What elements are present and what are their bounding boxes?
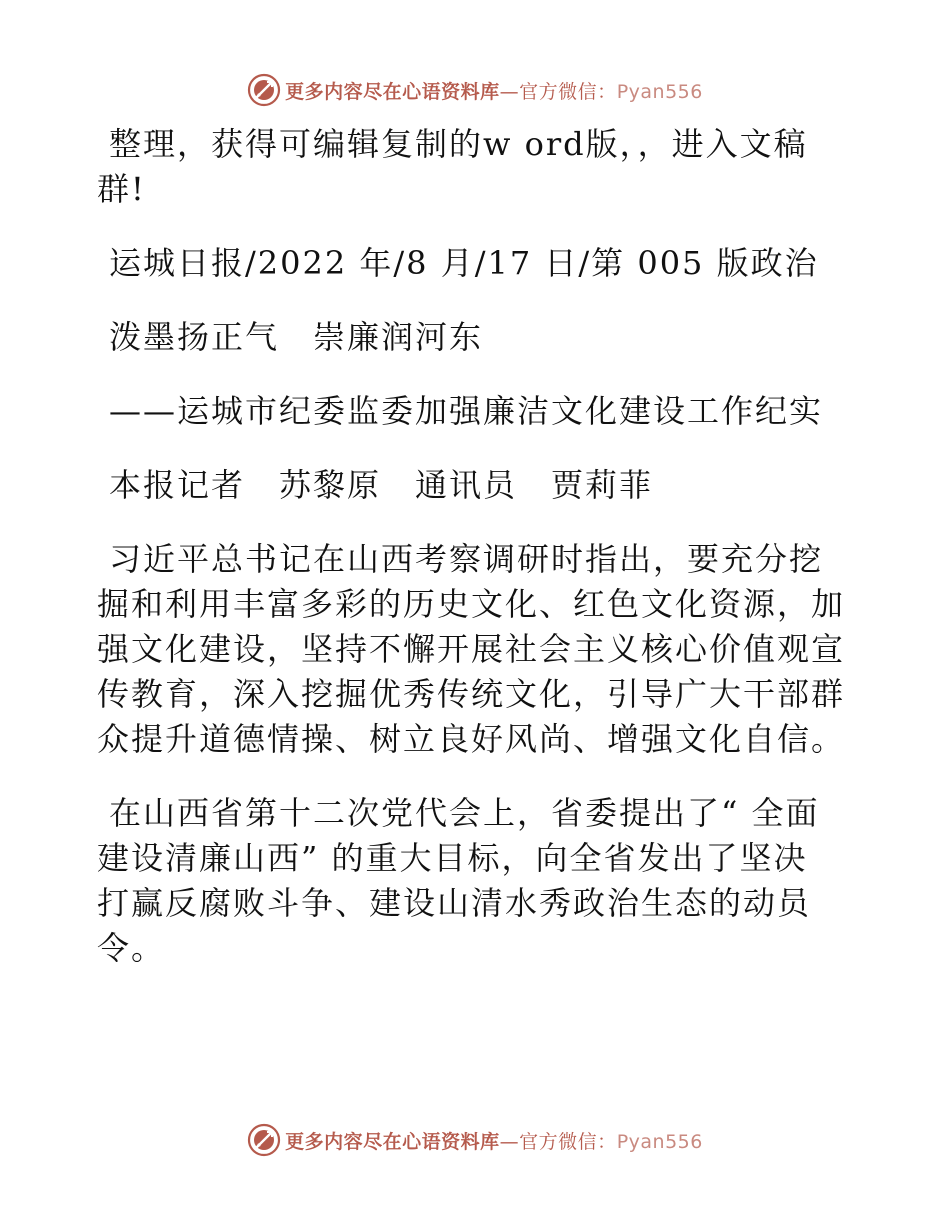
text-line: 群! bbox=[97, 170, 146, 208]
quill-logo-icon bbox=[247, 1123, 281, 1157]
watermark-wechat-label: 官方微信： bbox=[519, 80, 617, 103]
quill-logo-icon bbox=[247, 73, 281, 107]
watermark-separator: — bbox=[499, 80, 520, 103]
watermark-wechat-label: 官方微信： bbox=[519, 1130, 617, 1153]
watermark-text bbox=[285, 77, 703, 104]
text-line: 建设清廉山西” 的重大目标，向全省发出了坚决 bbox=[97, 839, 808, 877]
paragraph-1 bbox=[97, 537, 857, 762]
watermark-main-text: 更多内容尽在心语资料库 bbox=[285, 1130, 500, 1153]
document-body bbox=[97, 122, 857, 1000]
paragraph-2 bbox=[97, 791, 857, 971]
footer-watermark bbox=[0, 1118, 950, 1162]
intro-paragraph bbox=[97, 122, 857, 212]
text-line: 掘和利用丰富多彩的历史文化、红色文化资源，加 bbox=[97, 585, 846, 623]
text-line: 传教育，深入挖掘优秀传统文化，引导广大干部群 bbox=[97, 675, 846, 713]
text-line: 打赢反腐败斗争、建设山清水秀政治生态的动员 bbox=[97, 884, 812, 922]
text-line: 习近平总书记在山西考察调研时指出，要充分挖 bbox=[109, 540, 824, 578]
text-line: 在山西省第十二次党代会上，省委提出了“ 全面 bbox=[109, 794, 820, 832]
watermark-wechat-id: Pyan556 bbox=[616, 80, 703, 103]
text-line: 整理，获得可编辑复制的w ord版，，进入文稿 bbox=[109, 125, 808, 163]
subheadline: ——运城市纪委监委加强廉洁文化建设工作纪实 bbox=[109, 392, 824, 430]
header-watermark bbox=[0, 68, 950, 112]
text-line: 强文化建设，坚持不懈开展社会主义核心价值观宣 bbox=[97, 630, 846, 668]
headline: 泼墨扬正气 崇廉润河东 bbox=[109, 318, 484, 356]
watermark-separator: — bbox=[499, 1130, 520, 1153]
byline: 本报记者 苏黎原 通讯员 贾莉菲 bbox=[109, 466, 654, 504]
text-line: 众提升道德情操、树立良好风尚、增强文化自信。 bbox=[97, 720, 846, 758]
watermark-wechat-id: Pyan556 bbox=[616, 1130, 703, 1153]
watermark-text bbox=[285, 1127, 703, 1154]
text-line: 令。 bbox=[97, 929, 166, 967]
source-line: 运城日报/2022 年/8 月/17 日/第 005 版政治 bbox=[109, 244, 819, 282]
watermark-main-text: 更多内容尽在心语资料库 bbox=[285, 80, 500, 103]
